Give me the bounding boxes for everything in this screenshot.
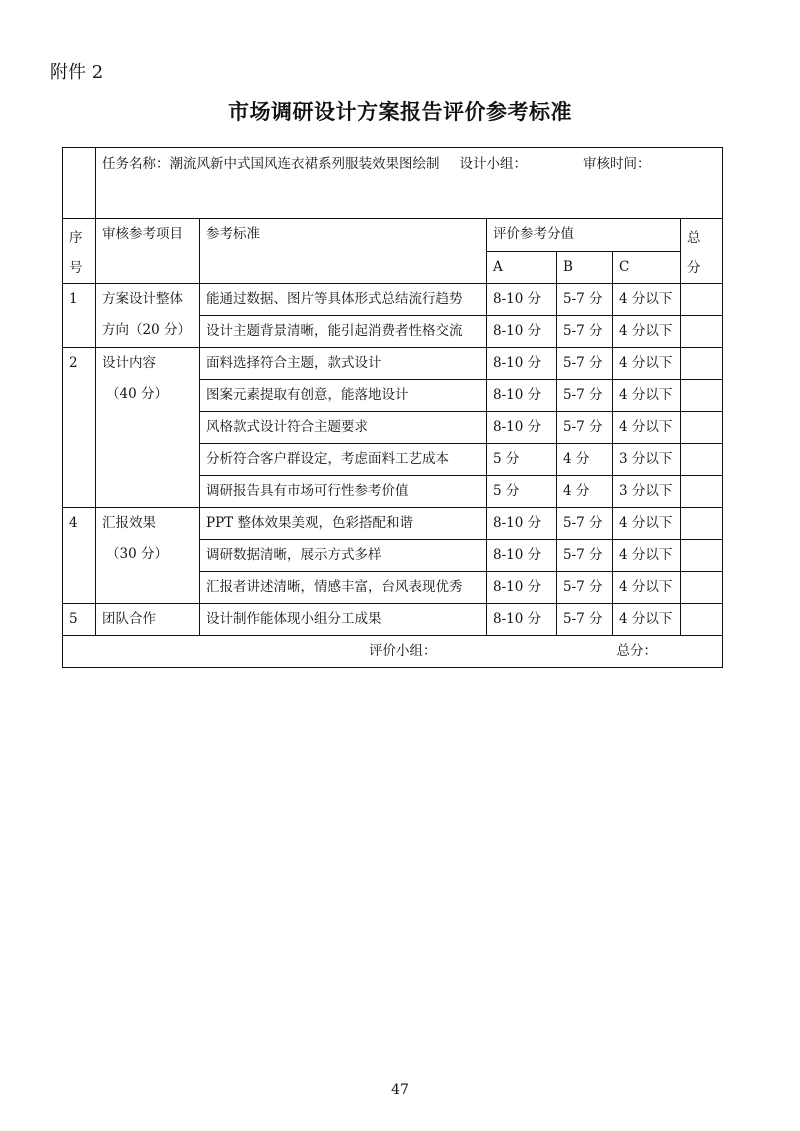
score-c-cell: 4 分以下 [613,316,681,348]
score-b-cell: 4 分 [557,444,613,476]
header-col-c: C [613,251,681,284]
score-c-cell: 4 分以下 [613,572,681,604]
score-a-cell: 8-10 分 [487,348,557,380]
section-item-line1: 团队合作 [102,611,156,627]
task-info-cell [96,148,723,219]
attachment-label: 附件 2 [50,62,104,83]
header-seq-line1: 序 [69,230,83,246]
score-c-cell: 4 分以下 [613,380,681,412]
section-item-line1: 汇报效果 [102,515,156,531]
score-c-cell: 3 分以下 [613,444,681,476]
section-item [96,348,200,508]
standard-cell: 调研数据清晰，展示方式多样 [200,540,487,572]
score-a-cell: 8-10 分 [487,572,557,604]
score-a-cell: 5 分 [487,444,557,476]
header-col-b: B [557,251,613,284]
header-item: 审核参考项目 [96,219,200,284]
score-c-cell: 4 分以下 [613,540,681,572]
standard-cell: PPT 整体效果美观，色彩搭配和谐 [200,508,487,540]
evaluation-table [62,147,723,668]
eval-group-label: 评价小组： [369,643,437,659]
score-c-cell: 4 分以下 [613,348,681,380]
task-name-label: 任务名称： [102,156,170,172]
header-total-line1: 总 [687,230,701,246]
score-b-cell: 5-7 分 [557,540,613,572]
score-a-cell: 8-10 分 [487,380,557,412]
total-score-cell [681,444,723,476]
design-group-label: 设计小组： [459,156,527,172]
score-c-cell: 4 分以下 [613,412,681,444]
score-a-cell: 8-10 分 [487,604,557,636]
score-b-cell: 5-7 分 [557,348,613,380]
standard-cell: 设计主题背景清晰，能引起消费者性格交流 [200,316,487,348]
total-score-cell [681,412,723,444]
header-score-group: 评价参考分值 [487,219,681,252]
standard-cell: 图案元素提取有创意，能落地设计 [200,380,487,412]
standard-cell: 面料选择符合主题，款式设计 [200,348,487,380]
total-score-label: 总分： [616,643,657,659]
section-item-line1: 方案设计整体 [102,291,183,307]
section-item-line1: 设计内容 [102,355,156,371]
header-seq-line2: 号 [69,260,83,276]
section-seq: 4 [63,508,96,604]
header-standard: 参考标准 [200,219,487,284]
section-item-line2: （30 分） [106,546,168,562]
total-score-cell [681,284,723,316]
score-b-cell: 5-7 分 [557,604,613,636]
document-title: 市场调研设计方案报告评价参考标准 [228,100,572,124]
score-b-cell: 5-7 分 [557,380,613,412]
header-total [681,219,723,284]
total-score-cell [681,380,723,412]
standard-cell: 能通过数据、图片等具体形式总结流行趋势 [200,284,487,316]
section-item [96,604,200,636]
header-col-a: A [487,251,557,284]
score-b-cell: 5-7 分 [557,572,613,604]
standard-cell: 分析符合客户群设定，考虑面料工艺成本 [200,444,487,476]
total-score-cell [681,604,723,636]
header-seq [63,219,96,284]
score-c-cell: 4 分以下 [613,604,681,636]
score-a-cell: 8-10 分 [487,316,557,348]
score-b-cell: 5-7 分 [557,412,613,444]
standard-cell: 调研报告具有市场可行性参考价值 [200,476,487,508]
audit-time-label: 审核时间： [583,156,651,172]
footer-row [63,636,723,668]
total-score-cell [681,572,723,604]
score-c-cell: 4 分以下 [613,508,681,540]
header-total-line2: 分 [687,260,701,276]
standard-cell: 风格款式设计符合主题要求 [200,412,487,444]
score-c-cell: 3 分以下 [613,476,681,508]
task-blank-cell [63,148,96,219]
score-b-cell: 5-7 分 [557,508,613,540]
table-row [63,508,723,540]
table-row [63,284,723,316]
standard-cell: 汇报者讲述清晰，情感丰富，台风表现优秀 [200,572,487,604]
score-b-cell: 4 分 [557,476,613,508]
table-row [63,604,723,636]
section-seq: 1 [63,284,96,348]
page-number: 47 [391,1082,409,1098]
score-a-cell: 5 分 [487,476,557,508]
section-item [96,508,200,604]
table-row [63,348,723,380]
section-seq: 2 [63,348,96,508]
section-seq: 5 [63,604,96,636]
total-score-cell [681,348,723,380]
score-b-cell: 5-7 分 [557,316,613,348]
score-a-cell: 8-10 分 [487,508,557,540]
total-score-cell [681,540,723,572]
standard-cell: 设计制作能体现小组分工成果 [200,604,487,636]
total-score-cell [681,508,723,540]
total-score-cell [681,316,723,348]
score-c-cell: 4 分以下 [613,284,681,316]
total-score-cell [681,476,723,508]
section-item-line2: 方向（20 分） [102,322,191,338]
section-item [96,284,200,348]
score-a-cell: 8-10 分 [487,540,557,572]
score-b-cell: 5-7 分 [557,284,613,316]
footer-cell [63,636,723,668]
score-a-cell: 8-10 分 [487,284,557,316]
task-name-value: 潮流风新中式国风连衣裙系列服装效果图绘制 [169,156,440,172]
section-item-line2: （40 分） [106,386,168,402]
score-a-cell: 8-10 分 [487,412,557,444]
